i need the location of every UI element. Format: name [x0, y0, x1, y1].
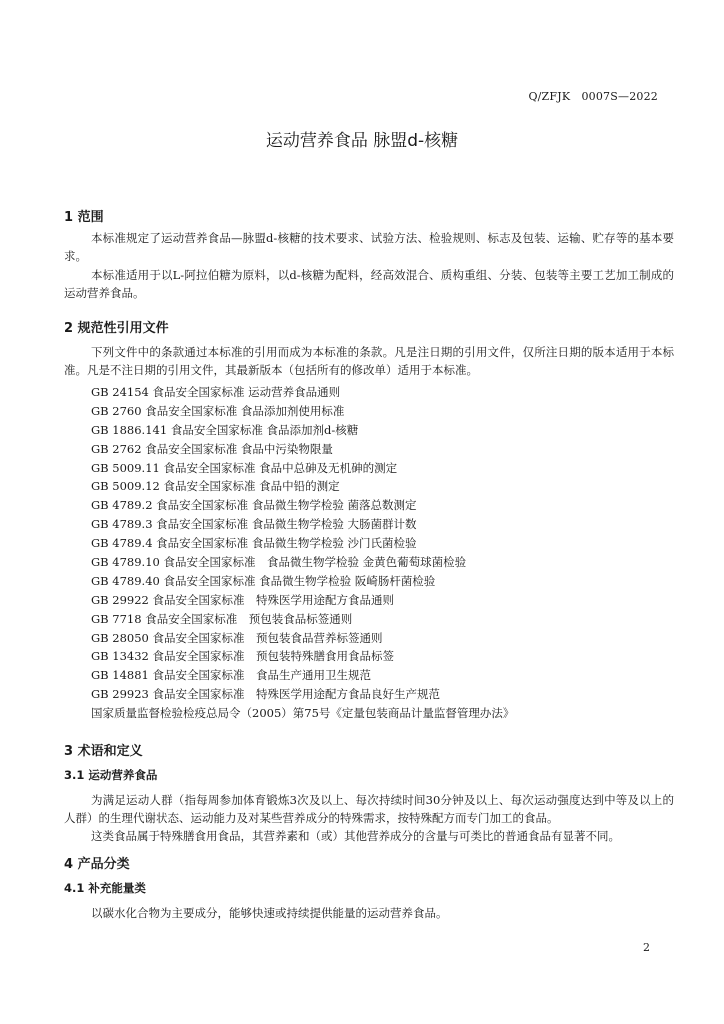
section-1-paragraph-2: 本标准适用于以L-阿拉伯糖为原料，以d-核糖为配料，经高效混合、质构重组、分装、包装等主要工艺加工制成的运动营养食品。 [64, 268, 674, 300]
reference-item: GB 4789.40 食品安全国家标准 食品微生物学检验 阪崎肠杆菌检验 [91, 573, 436, 588]
reference-item: GB 2762 食品安全国家标准 食品中污染物限量 [91, 441, 333, 456]
reference-item: GB 1886.141 食品安全国家标准 食品添加剂d-核糖 [91, 422, 359, 437]
reference-item: GB 29922 食品安全国家标准 特殊医学用途配方食品通则 [91, 592, 395, 607]
reference-list [91, 383, 671, 723]
section-4-1-heading: 4.1 补充能量类 [64, 881, 146, 895]
reference-item: GB 28050 食品安全国家标准 预包装食品营养标签通则 [91, 630, 383, 645]
page-number: 2 [643, 941, 650, 954]
section-1-heading: 1 范围 [64, 210, 104, 225]
document-title: 运动营养食品 脉盟d-核糖 [265, 131, 459, 151]
reference-item: GB 5009.11 食品安全国家标准 食品中总砷及无机砷的测定 [91, 460, 398, 475]
reference-item: GB 29923 食品安全国家标准 特殊医学用途配方食品良好生产规范 [91, 687, 441, 702]
reference-item: GB 13432 食品安全国家标准 预包装特殊膳食用食品标签 [91, 649, 395, 664]
reference-item: GB 14881 食品安全国家标准 食品生产通用卫生规范 [91, 668, 372, 683]
section-3-heading: 3 术语和定义 [64, 744, 143, 759]
section-4-paragraph-1: 以碳水化合物为主要成分，能够快速或持续提供能量的运动营养食品。 [91, 906, 448, 920]
section-4-heading: 4 产品分类 [64, 857, 130, 872]
reference-item: GB 4789.2 食品安全国家标准 食品微生物学检验 菌落总数测定 [91, 498, 417, 513]
standard-code: Q/ZFJK 0007S—2022 [528, 90, 658, 103]
section-3-1-heading: 3.1 运动营养食品 [64, 768, 158, 782]
section-2-intro: 下列文件中的条款通过本标准的引用而成为本标准的条款。凡是注日期的引用文件，仅所注日期的版本适用于本标准。凡是不注日期的引用文件，其最新版本（包括所有的修改单）适用于本标准。 [64, 345, 674, 377]
section-3-paragraph-1: 为满足运动人群（指每周参加体育锻炼3次及以上、每次持续时间30分钟及以上、每次运动强度达到中等及以上的人群）的生理代谢状态、运动能力及对某些营养成分的特殊需求，按特殊配方而专门加工的食品。 [64, 793, 674, 825]
reference-item: 国家质量监督检验检疫总局令（2005）第75号《定量包装商品计量监督管理办法》 [91, 706, 515, 721]
reference-item: GB 2760 食品安全国家标准 食品添加剂使用标准 [91, 403, 345, 418]
section-1-paragraph-1: 本标准规定了运动营养食品—脉盟d-核糖的技术要求、试验方法、检验规则、标志及包装、运输、贮存等的基本要求。 [64, 231, 674, 263]
reference-item: GB 4789.3 食品安全国家标准 食品微生物学检验 大肠菌群计数 [91, 517, 417, 532]
reference-item: GB 4789.4 食品安全国家标准 食品微生物学检验 沙门氏菌检验 [91, 536, 417, 551]
reference-item: GB 5009.12 食品安全国家标准 食品中铅的测定 [91, 479, 340, 494]
section-2-heading: 2 规范性引用文件 [64, 321, 169, 336]
reference-item: GB 7718 食品安全国家标准 预包装食品标签通则 [91, 611, 353, 626]
section-3-paragraph-2: 这类食品属于特殊膳食用食品，其营养素和（或）其他营养成分的含量与可类比的普通食品有显著不同。 [91, 829, 620, 843]
reference-item: GB 24154 食品安全国家标准 运动营养食品通则 [91, 385, 341, 399]
reference-item: GB 4789.10 食品安全国家标准 食品微生物学检验 金黄色葡萄球菌检验 [91, 555, 467, 570]
